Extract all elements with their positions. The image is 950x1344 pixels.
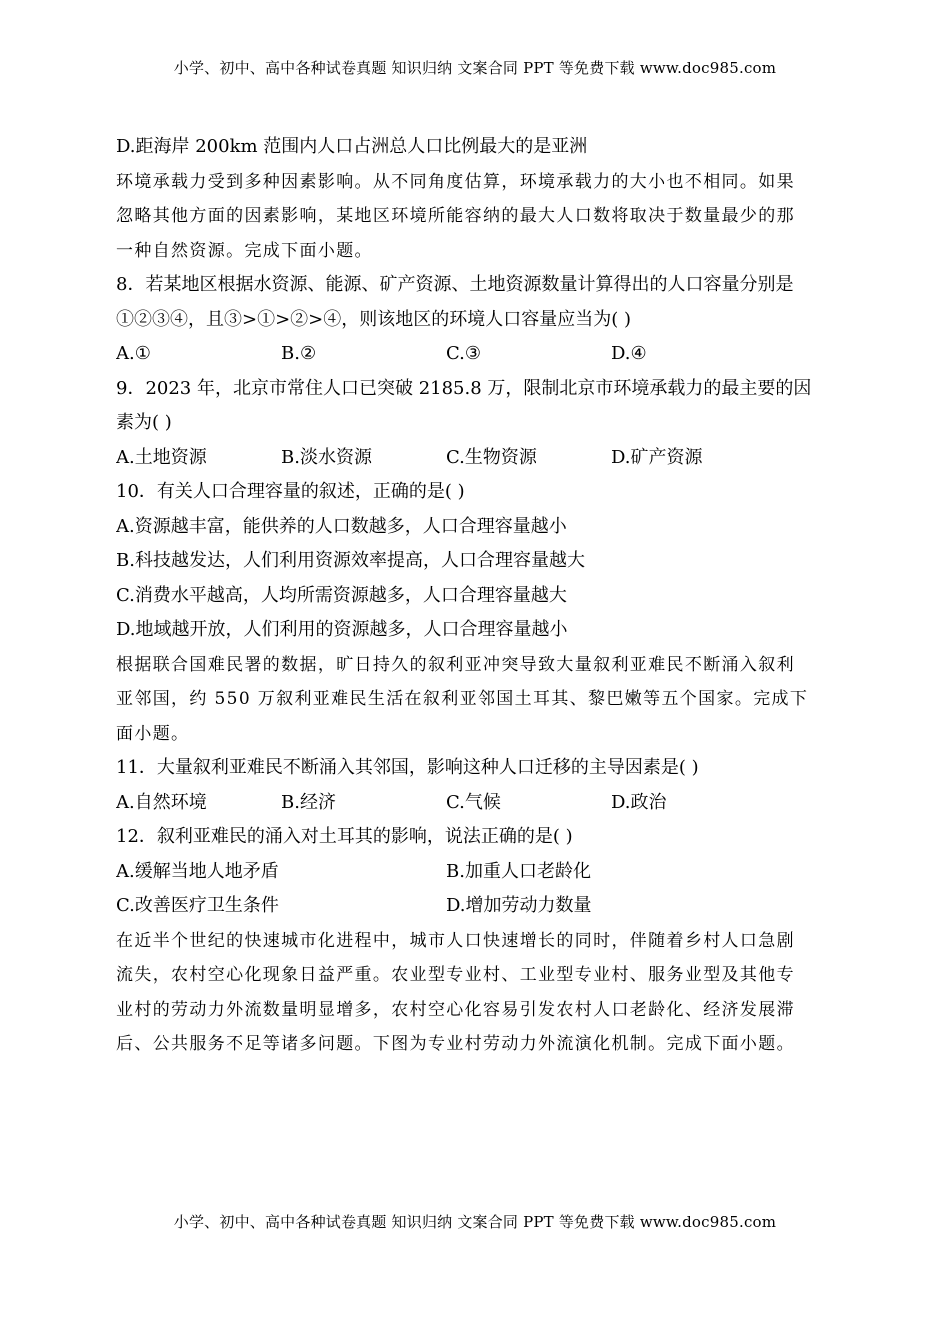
option-b: B.淡水资源 [281,446,372,468]
option-d: D.④ [611,343,647,364]
option-b: B.加重人口老龄化 [446,860,591,882]
option-a: A.自然环境 [116,791,207,813]
option-b: B.经济 [281,791,336,813]
option-c: C.气候 [446,791,501,813]
passage-syrian-refugees [116,648,836,752]
question-11 [116,751,836,820]
passage-line: 根据联合国难民署的数据，旷日持久的叙利亚冲突导致大量叙利亚难民不断涌入叙利 [116,654,795,675]
question-stem: 11．大量叙利亚难民不断涌入其邻国，影响这种人口迁移的主导因素是( ) [116,757,699,778]
question-stem: 12．叙利亚难民的涌入对土耳其的影响，说法正确的是( ) [116,826,573,847]
option-a: A.① [116,343,151,364]
passage-line: 业村的劳动力外流数量明显增多，农村空心化容易引发农村人口老龄化、经济发展滞 [116,999,795,1020]
question-stem: 9．2023 年，北京市常住人口已突破 2185.8 万，限制北京市环境承载力的最主要的因 [116,377,812,399]
question-stem: 8．若某地区根据水资源、能源、矿产资源、土地资源数量计算得出的人口容量分别是 [116,274,794,295]
option-c: C.生物资源 [446,446,537,468]
passage-line: 面小题。 [116,723,190,744]
passage-line: 流失，农村空心化现象日益严重。农业型专业村、工业型专业村、服务业型及其他专 [116,965,795,985]
question-stem: 素为( ) [116,412,172,433]
passage-environment-capacity [116,165,836,269]
passage-line: 后、公共服务不足等诸多问题。下图为专业村劳动力外流演化机制。完成下面小题。 [116,1034,795,1054]
option-d: D.政治 [611,791,667,813]
option-c: C.③ [446,343,481,364]
option-a: A.缓解当地人地矛盾 [116,860,279,882]
question-stem: 10．有关人口合理容量的叙述，正确的是( ) [116,481,465,502]
passage-rural-hollowing [116,924,836,1062]
option-b: B.科技越发达，人们利用资源效率提高，人口合理容量越大 [116,550,585,571]
option-c: C.改善医疗卫生条件 [116,895,279,916]
option-d: D.矿产资源 [611,446,703,468]
options-row [116,337,836,372]
question-stem: ①②③④，且③>①>②>④，则该地区的环境人口容量应当为( ) [116,308,632,330]
question-12 [116,820,836,924]
page-footer: 小学、初中、高中各种试卷真题 知识归纳 文案合同 PPT 等免费下载 www.doc985.com [173,1213,777,1231]
passage-line: 环境承载力受到多种因素影响。从不同角度估算，环境承载力的大小也不相同。如果 [116,171,795,192]
option-a: A.土地资源 [116,446,207,468]
option-c: C.消费水平越高，人均所需资源越多，人口合理容量越大 [116,584,567,606]
question-8 [116,268,836,372]
options-row [116,855,836,890]
options-row [116,889,836,924]
option-d: D.地域越开放，人们利用的资源越多，人口合理容量越小 [116,619,568,640]
page-header: 小学、初中、高中各种试卷真题 知识归纳 文案合同 PPT 等免费下载 www.doc985.com [173,59,777,77]
option-a: A.资源越丰富，能供养的人口数越多，人口合理容量越小 [116,515,567,537]
passage-line: 亚邻国，约 550 万叙利亚难民生活在叙利亚邻国土耳其、黎巴嫩等五个国家。完成下 [116,689,809,709]
question-9 [116,372,836,476]
option-b: B.② [281,343,317,364]
options-row [116,786,836,821]
option-d: D.增加劳动力数量 [446,895,592,916]
passage-line: 忽略其他方面的因素影响，某地区环境所能容纳的最大人口数将取决于数量最少的那 [116,206,795,226]
question-10 [116,475,836,648]
passage-line: 一种自然资源。完成下面小题。 [116,240,373,261]
options-row [116,441,836,476]
prev-question-option-d: D.距海岸 200km 范围内人口占洲总人口比例最大的是亚洲 [116,136,588,157]
document-body [116,130,836,1062]
passage-line: 在近半个世纪的快速城市化进程中，城市人口快速增长的同时，伴随着乡村人口急剧 [116,930,795,951]
